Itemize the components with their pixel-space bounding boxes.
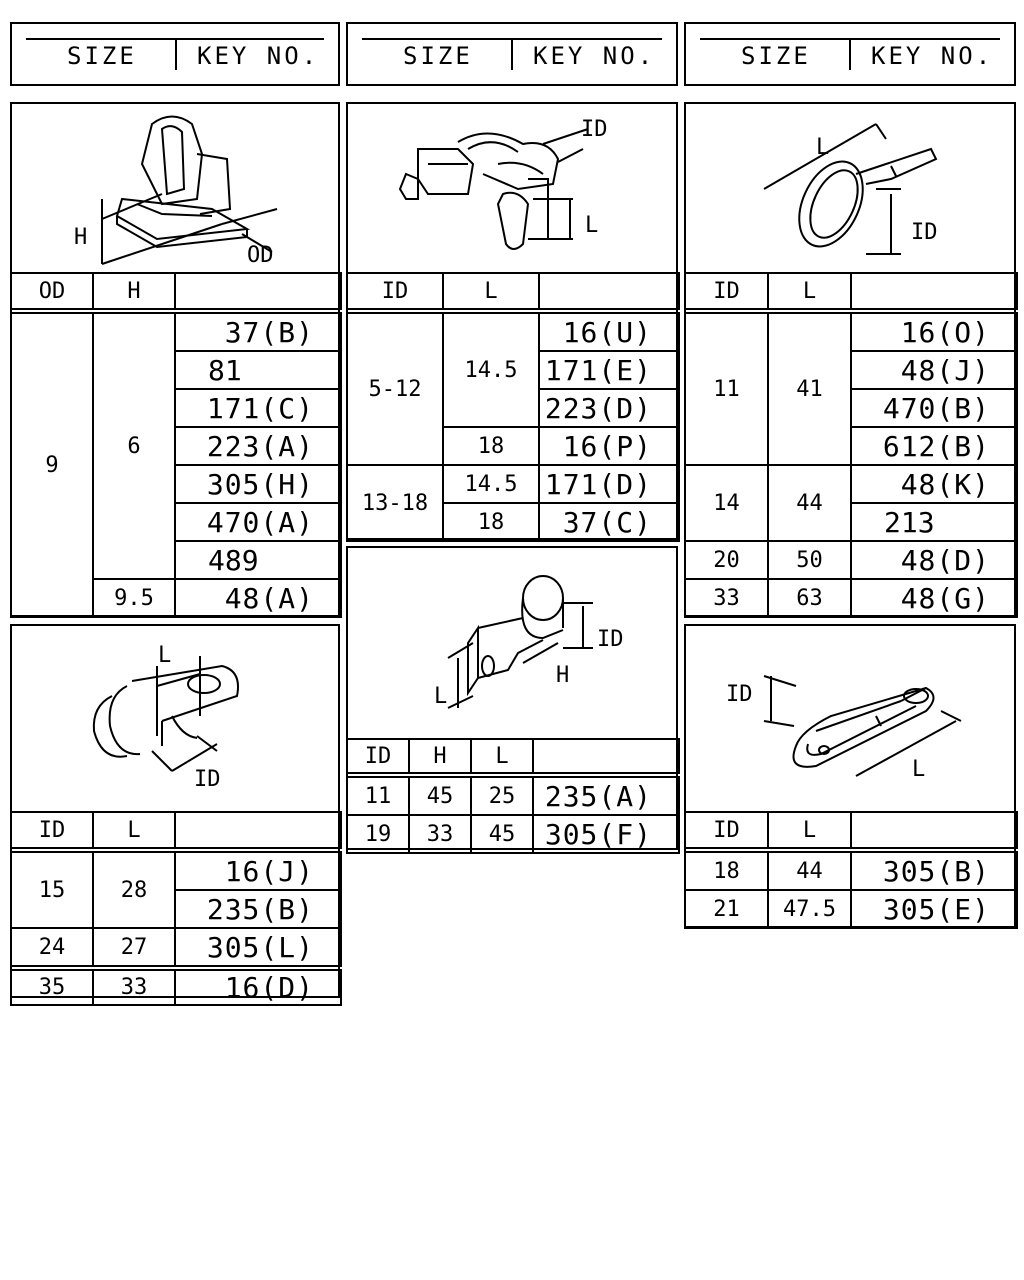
header-col3 — [684, 22, 1016, 86]
col-id: ID — [11, 812, 93, 848]
panel-loop-clip — [10, 624, 340, 1004]
panel-spring-clip — [684, 624, 1016, 928]
size-label: SIZE — [403, 42, 473, 70]
key-cell: 37(C) — [539, 503, 679, 541]
header-col1 — [10, 22, 340, 86]
cell-id: 19 — [347, 815, 409, 853]
cell-id: 21 — [685, 890, 768, 928]
loop-clip-table — [10, 811, 342, 1006]
tube-clip-drawing — [348, 104, 676, 274]
key-cell: 489 — [175, 541, 341, 579]
cell-l: 27 — [93, 928, 175, 966]
cell-id: 14 — [685, 465, 768, 541]
col-key — [533, 739, 679, 773]
cell-l: 28 — [93, 852, 175, 928]
p-clamp-table — [346, 738, 680, 854]
panel-p-clamp — [346, 546, 678, 850]
col-key — [851, 812, 1017, 848]
dim-id-label: ID — [194, 767, 221, 792]
cell-od: 9 — [11, 313, 93, 617]
cell-h: 33 — [409, 815, 471, 853]
cell-l: 14.5 — [443, 313, 539, 427]
dim-l-label: L — [585, 213, 599, 238]
key-cell: 171(C) — [175, 389, 341, 427]
spring-clip-drawing — [686, 626, 1014, 812]
col-key — [175, 812, 341, 848]
cell-id: 24 — [11, 928, 93, 966]
dim-l-label: L — [434, 684, 448, 709]
cell-l: 50 — [768, 541, 851, 579]
push-clip-drawing — [12, 104, 338, 274]
col-id: ID — [685, 273, 768, 309]
key-cell: 305(L) — [175, 928, 341, 966]
panel-ring-band — [684, 102, 1016, 617]
key-cell: 470(B) — [851, 389, 1017, 427]
key-cell: 48(J) — [851, 351, 1017, 389]
loop-clip-drawing — [12, 626, 338, 812]
key-cell: 305(E) — [851, 890, 1017, 928]
dim-h-label: H — [74, 225, 88, 250]
panel-tube-clip — [346, 102, 678, 540]
cell-id: 13-18 — [347, 465, 443, 541]
dim-l-label: L — [912, 757, 926, 782]
cell-h: 45 — [409, 777, 471, 815]
key-label: KEY NO. — [533, 42, 656, 70]
col-id: ID — [347, 273, 443, 309]
cell-id: 33 — [685, 579, 768, 617]
cell-l: 44 — [768, 465, 851, 541]
key-cell: 16(P) — [539, 427, 679, 465]
cell-id: 15 — [11, 852, 93, 928]
key-cell: 16(J) — [175, 852, 341, 890]
key-cell: 16(U) — [539, 313, 679, 351]
key-cell: 16(D) — [175, 970, 341, 1005]
cell-l: 41 — [768, 313, 851, 465]
col-l: L — [93, 812, 175, 848]
key-cell: 48(K) — [851, 465, 1017, 503]
header-col2 — [346, 22, 678, 86]
col-h: H — [93, 273, 175, 309]
cell-l: 14.5 — [443, 465, 539, 503]
size-label: SIZE — [741, 42, 811, 70]
key-cell: 235(B) — [175, 890, 341, 928]
col-key — [539, 273, 679, 309]
cell-l: 25 — [471, 777, 533, 815]
spring-clip-table — [684, 811, 1018, 929]
key-label: KEY NO. — [197, 42, 320, 70]
ring-band-table — [684, 272, 1018, 618]
key-cell: 213 — [851, 503, 1017, 541]
cell-id: 5-12 — [347, 313, 443, 465]
cell-id: 20 — [685, 541, 768, 579]
key-cell: 305(H) — [175, 465, 341, 503]
key-cell: 48(A) — [175, 579, 341, 617]
cell-id: 18 — [685, 852, 768, 890]
col-id: ID — [347, 739, 409, 773]
dim-id-label: ID — [911, 220, 938, 245]
push-clip-table — [10, 272, 342, 618]
key-cell: 305(F) — [533, 815, 679, 853]
key-cell: 305(B) — [851, 852, 1017, 890]
key-cell: 48(D) — [851, 541, 1017, 579]
col-id: ID — [685, 812, 768, 848]
key-cell: 48(G) — [851, 579, 1017, 617]
cell-h: 6 — [93, 313, 175, 579]
col-l: L — [768, 812, 851, 848]
dim-id-label: ID — [581, 117, 608, 142]
key-cell: 223(A) — [175, 427, 341, 465]
p-clamp-drawing — [348, 548, 676, 738]
cell-id: 11 — [685, 313, 768, 465]
key-cell: 612(B) — [851, 427, 1017, 465]
dim-id-label: ID — [726, 682, 753, 707]
cell-id: 35 — [11, 970, 93, 1005]
col-l: L — [768, 273, 851, 309]
key-cell: 171(E) — [539, 351, 679, 389]
cell-h: 9.5 — [93, 579, 175, 617]
key-cell: 171(D) — [539, 465, 679, 503]
col-h: H — [409, 739, 471, 773]
dim-l-label: L — [816, 135, 830, 160]
dim-id-label: ID — [597, 627, 624, 652]
cell-id: 11 — [347, 777, 409, 815]
dim-h-label: H — [556, 663, 570, 688]
ring-band-drawing — [686, 104, 1014, 274]
dim-l-label: L — [158, 643, 172, 668]
panel-push-clip — [10, 102, 340, 617]
key-cell: 81 — [175, 351, 341, 389]
key-cell: 223(D) — [539, 389, 679, 427]
col-key — [851, 273, 1017, 309]
key-label: KEY NO. — [871, 42, 994, 70]
col-l: L — [443, 273, 539, 309]
cell-l: 18 — [443, 427, 539, 465]
cell-l: 33 — [93, 970, 175, 1005]
cell-l: 47.5 — [768, 890, 851, 928]
dim-od-label: OD — [247, 243, 274, 268]
key-cell: 470(A) — [175, 503, 341, 541]
cell-l: 45 — [471, 815, 533, 853]
col-key — [175, 273, 341, 309]
cell-l: 18 — [443, 503, 539, 541]
key-cell: 235(A) — [533, 777, 679, 815]
key-cell: 37(B) — [175, 313, 341, 351]
cell-l: 44 — [768, 852, 851, 890]
cell-l: 63 — [768, 579, 851, 617]
size-label: SIZE — [67, 42, 137, 70]
key-cell: 16(O) — [851, 313, 1017, 351]
col-l: L — [471, 739, 533, 773]
tube-clip-table — [346, 272, 680, 542]
col-od: OD — [11, 273, 93, 309]
